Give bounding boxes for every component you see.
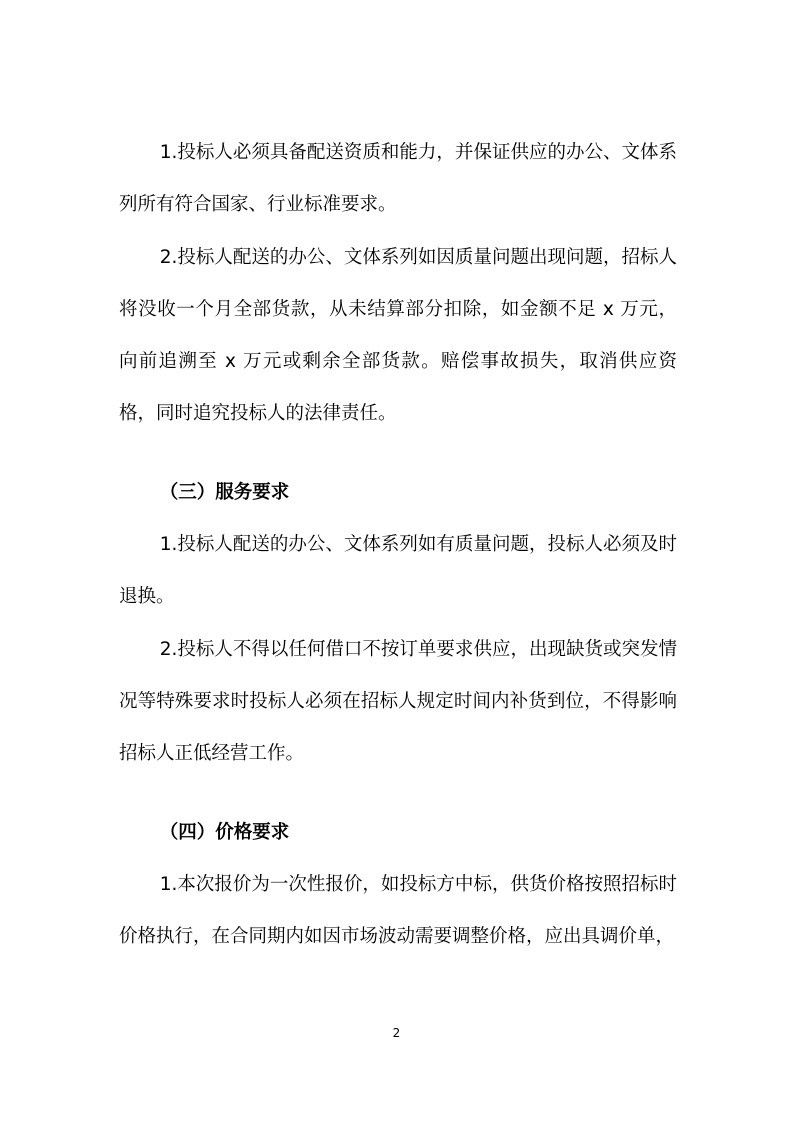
paragraph-service-supply: 2.投标人不得以任何借口不按订单要求供应，出现缺货或突发情况等特殊要求时投标人必须在招标人规定时间内补货到位，不得影响招标人正低经营工作。	[119, 638, 677, 765]
section-heading-price: （四）价格要求	[159, 821, 290, 843]
paragraph-price-quote: 1.本次报价为一次性报价，如投标方中标，供货价格按照招标时价格执行，在合同期内如因市场波动需要调整价格，应出具调价单，	[119, 873, 677, 948]
section-gap	[119, 441, 677, 467]
paragraph-quality-penalty: 2.投标人配送的办公、文体系列如因质量问题出现问题，招标人将没收一个月全部货款，从未结算部分扣除，如金额不足 x 万元，向前追溯至 x 万元或剩余全部货款。赔偿事故损失，取消供应资格，同时追究投标人的法律责任。	[119, 246, 677, 425]
paragraph-qualification: 1.投标人必须具备配送资质和能力，并保证供应的办公、文体系列所有符合国家、行业标准要求。	[119, 142, 677, 216]
section-heading-service: （三）服务要求	[159, 481, 290, 503]
document-body	[119, 127, 677, 963]
section-gap	[119, 781, 677, 807]
page-number: 2	[392, 1026, 401, 1040]
paragraph-service-return: 1.投标人配送的办公、文体系列如有质量问题，投标人必须及时退换。	[119, 534, 677, 608]
